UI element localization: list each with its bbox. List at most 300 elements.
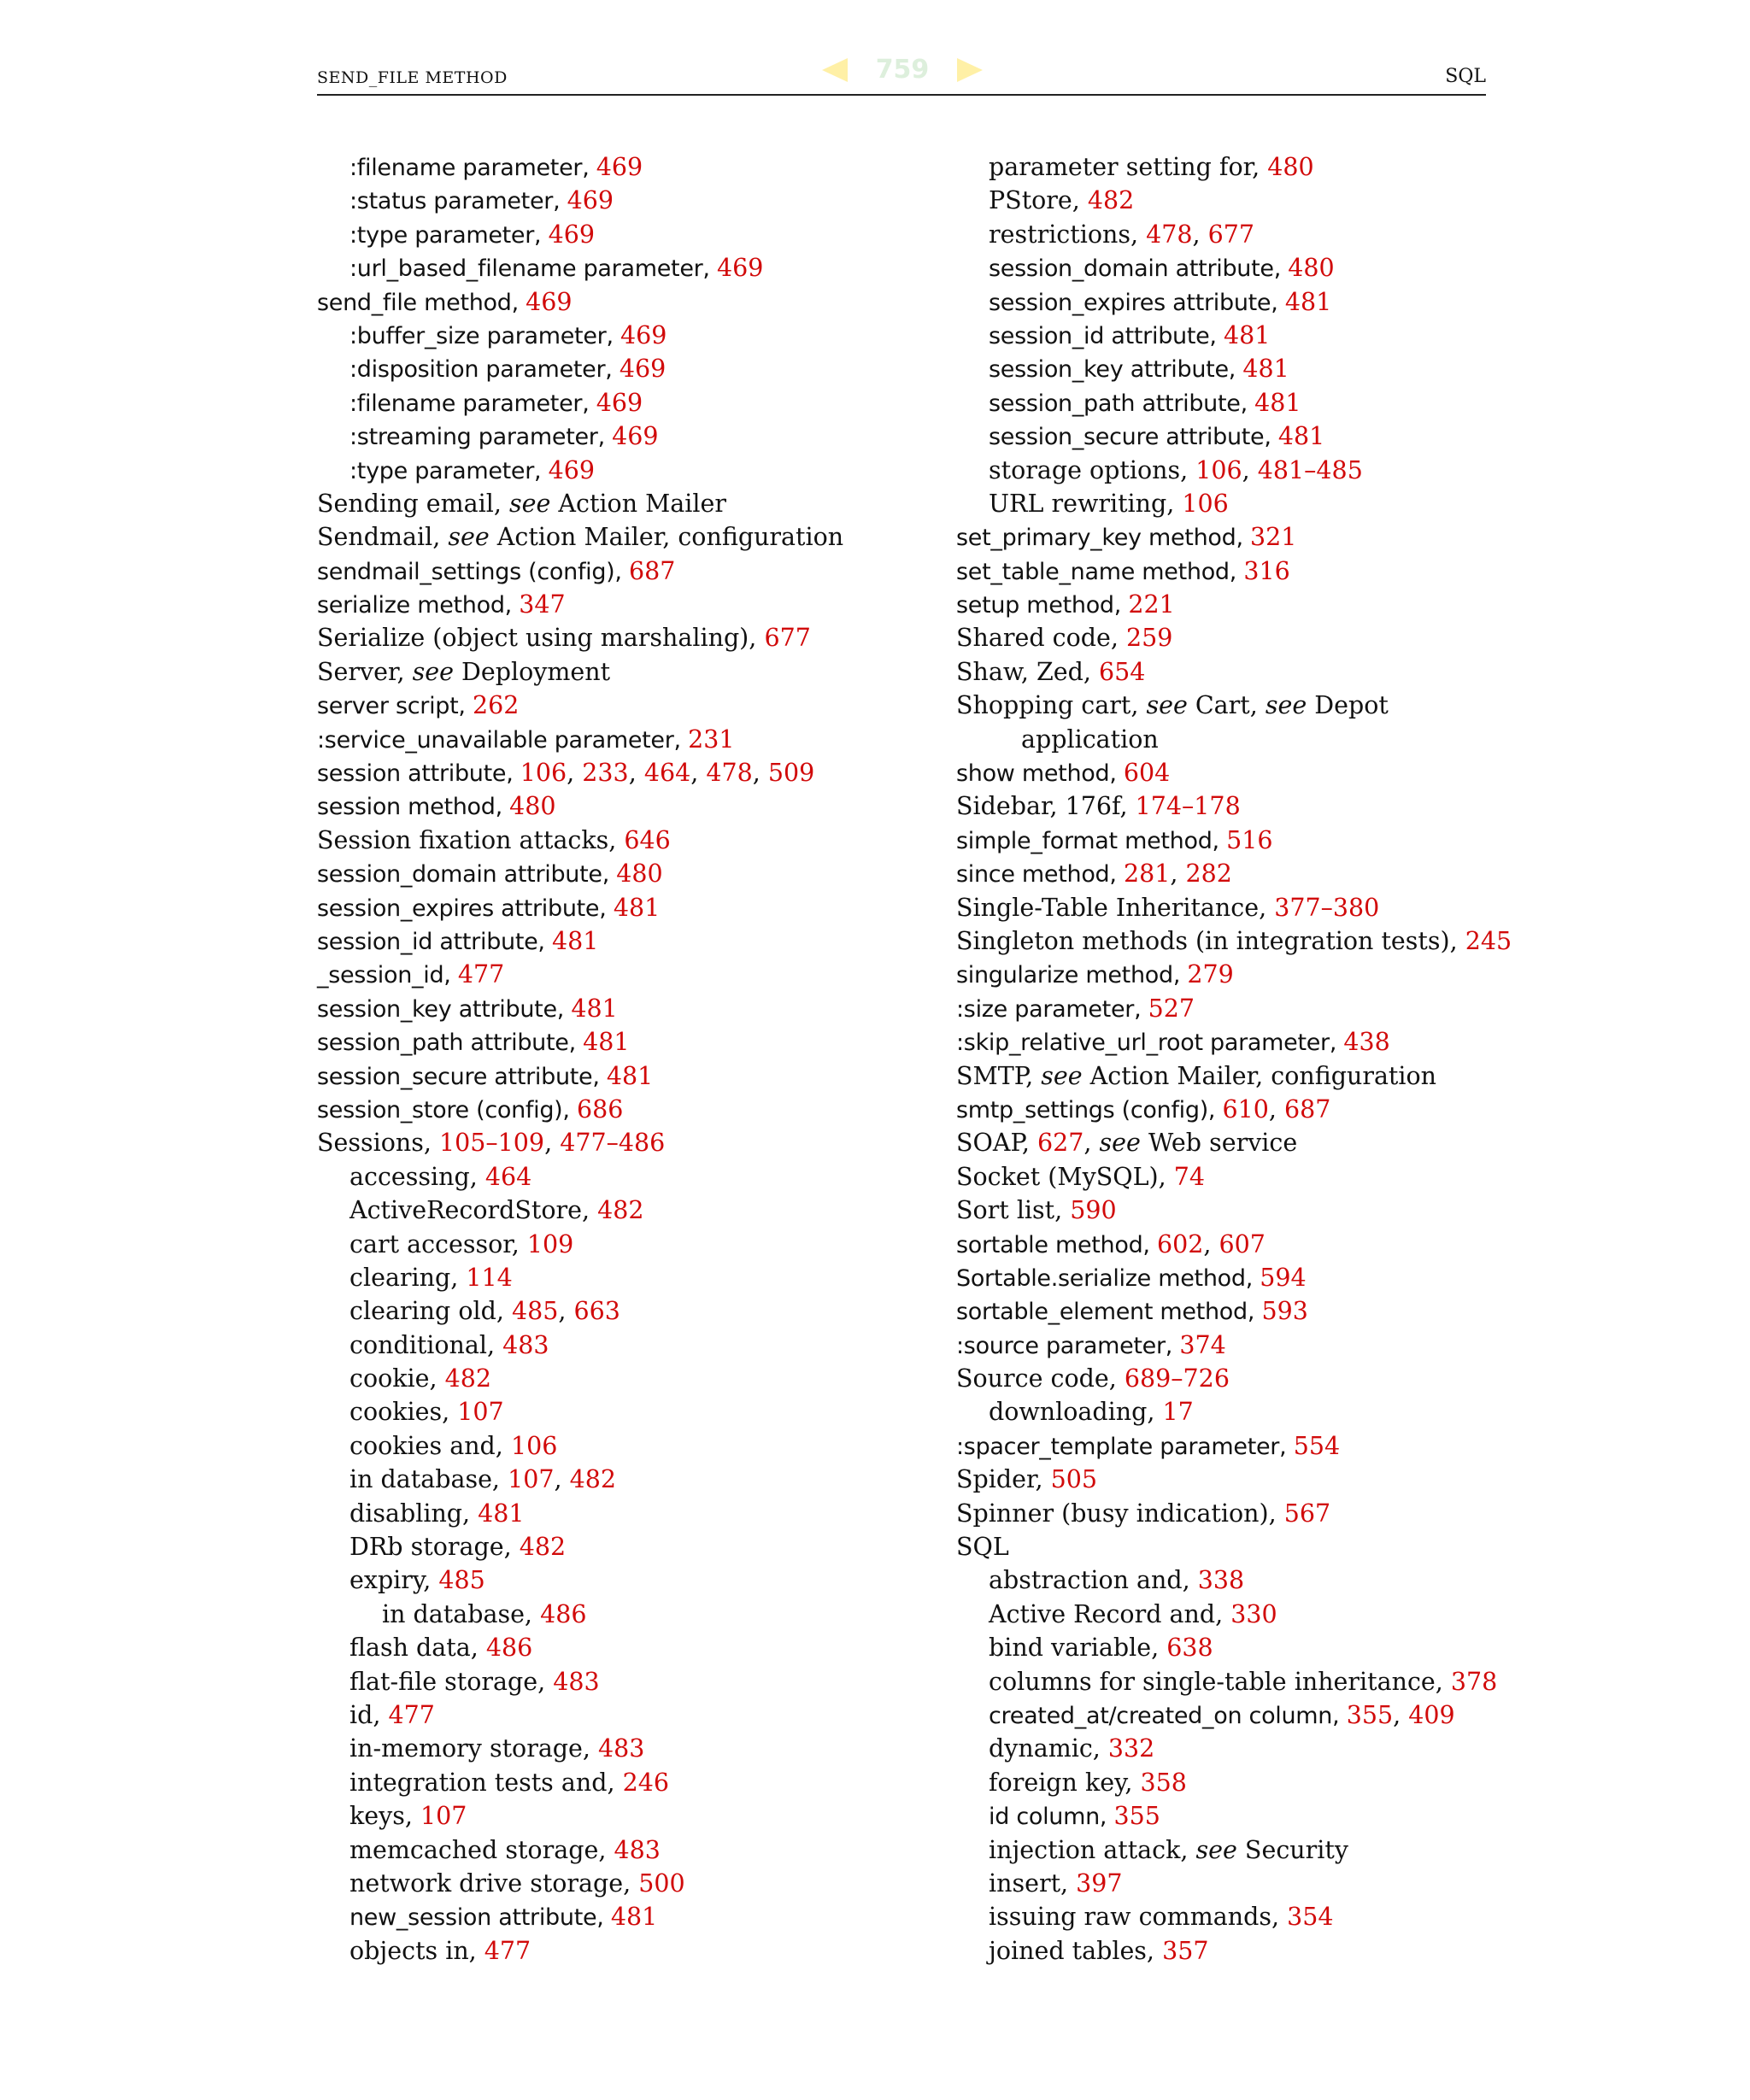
page-reference-link[interactable]: 174–178 [1135,792,1241,821]
page-reference-link[interactable]: 107 [508,1465,555,1494]
page-reference-link[interactable]: 527 [1148,994,1195,1023]
index-term: cookies and, [349,1431,511,1460]
index-term: restrictions, [989,220,1147,249]
page-reference-link[interactable]: 480 [509,792,556,821]
cross-reference-target: Web service [1140,1129,1298,1158]
page-reference-link[interactable]: 482 [519,1533,567,1562]
index-entry [317,1900,932,1933]
index-term: sendmail_settings (config), [317,558,629,585]
index-term: Shaw, Zed, [956,657,1100,686]
index-entry [317,1463,932,1496]
page-reference-link[interactable]: 689–726 [1124,1364,1230,1393]
index-term: session_secure attribute, [317,1063,607,1090]
page-reference-link[interactable]: 677 [1207,220,1255,249]
page-reference-link[interactable]: 281 [1123,859,1171,889]
page-reference-link[interactable]: 481 [1254,388,1301,417]
index-entry [956,1732,1503,1765]
page-separator: , [1268,1094,1285,1123]
index-term: id column, [989,1804,1114,1831]
index-term: session method, [317,794,510,821]
see-reference: see [1041,1061,1083,1090]
page-reference-link[interactable]: 482 [569,1465,616,1494]
index-term: Sortable.serialize method, [956,1264,1260,1292]
page-reference-link[interactable]: 481 [1284,287,1332,316]
page-reference-link[interactable]: 114 [466,1263,513,1292]
index-column-right [956,150,1512,1968]
page-reference-link[interactable]: 627 [1037,1129,1084,1158]
index-entry [956,689,1503,722]
page-reference-link[interactable]: 355 [1346,1700,1394,1729]
index-term: :filename parameter, [349,390,596,417]
page-reference-link[interactable]: 378 [1450,1667,1498,1696]
index-term: Singleton methods (in integration tests), [956,926,1465,955]
index-term: Shopping cart, [956,691,1147,720]
index-term: Sendmail, [317,523,449,552]
page-reference-link[interactable]: 482 [444,1364,492,1393]
index-entry [317,992,932,1025]
index-entry [317,1799,932,1833]
index-entry [317,520,932,554]
index-entry [317,924,932,958]
index-term: downloading, [989,1398,1163,1427]
index-entry [956,789,1503,823]
page-reference-link[interactable]: 107 [420,1802,467,1831]
page-reference-link[interactable]: 509 [767,759,815,788]
index-entry [956,419,1503,453]
page-reference-link[interactable]: 480 [616,859,663,889]
page-reference-link[interactable]: 481 [1224,320,1271,349]
index-entry [317,891,932,924]
page-reference-link[interactable]: 338 [1197,1566,1245,1595]
page-reference-link[interactable]: 646 [624,825,671,854]
page-reference-link[interactable]: 17 [1162,1398,1194,1427]
index-term: smtp_settings (config), [956,1096,1223,1123]
index-entry [317,1598,932,1631]
page-reference-link[interactable]: 478 [706,759,753,788]
index-term: id, [349,1700,389,1729]
index-term: :buffer_size parameter, [349,322,621,349]
page-reference-link[interactable]: 262 [472,691,520,720]
index-entry [317,756,932,789]
index-term: Shared code, [956,624,1127,653]
page-reference-link[interactable]: 279 [1187,960,1234,989]
index-term: session attribute, [317,760,520,788]
page-reference-link[interactable]: 355 [1113,1802,1160,1831]
page-reference-link[interactable]: 593 [1261,1297,1308,1326]
page-reference-link[interactable]: 469 [612,422,659,451]
index-entry [317,1497,932,1530]
page-separator: , [1083,1129,1100,1158]
index-term: bind variable, [989,1634,1167,1663]
page-reference-link[interactable]: 106 [1182,489,1229,518]
page-number: 759 [875,55,930,85]
index-entry [956,756,1503,789]
index-entry [956,992,1503,1025]
index-term: session_path attribute, [989,390,1255,417]
index-term: Sidebar, 176f, [956,792,1136,821]
index-term: Spinner (busy indication), [956,1499,1284,1528]
page-reference-link[interactable]: 469 [596,388,643,417]
page-reference-link[interactable]: 686 [576,1094,624,1123]
see-reference: see [412,657,454,686]
page-reference-link[interactable]: 687 [629,556,676,585]
page-reference-link[interactable]: 590 [1070,1196,1117,1225]
page-reference-link[interactable]: 687 [1284,1094,1331,1123]
index-entry [956,1429,1503,1463]
page-reference-link[interactable]: 607 [1219,1229,1266,1258]
index-term: Sending email, [317,489,509,518]
index-entry [956,1900,1503,1933]
index-term: conditional, [349,1330,503,1359]
index-entry [317,1160,932,1194]
index-entry [956,1059,1503,1093]
index-term: Spider, [956,1465,1051,1494]
index-entry [317,655,932,689]
index-entry [317,1867,932,1900]
index-entry [317,958,932,991]
page-reference-link[interactable]: 469 [548,455,596,484]
page-reference-link[interactable]: 481 [1242,355,1289,384]
index-term: :skip_relative_url_root parameter, [956,1029,1344,1057]
index-entry [317,723,932,756]
page-reference-link[interactable]: 500 [638,1868,685,1898]
index-term: :type parameter, [349,457,549,484]
page-reference-link[interactable]: 485 [511,1297,559,1326]
see-reference: see [1146,691,1188,720]
index-term: session_path attribute, [317,1029,584,1057]
index-term: storage options, [989,455,1196,484]
page-reference-link[interactable]: 654 [1099,657,1146,686]
index-term: since method, [956,861,1124,889]
index-entry [956,319,1503,352]
index-term: server script, [317,693,473,720]
page-separator: , [690,759,707,788]
index-entry [956,958,1503,991]
index-entry [956,1329,1503,1362]
index-term: new_session attribute, [349,1904,611,1932]
page-reference-link[interactable]: 477 [388,1700,435,1729]
index-entry [956,386,1503,419]
page-reference-link[interactable]: 106 [520,759,567,788]
index-term: ActiveRecordStore, [349,1196,598,1225]
page-reference-link[interactable]: 246 [622,1768,669,1797]
page-reference-link[interactable]: 282 [1185,859,1232,889]
index-entry [956,1766,1503,1799]
index-entry [317,1732,932,1765]
page-reference-link[interactable]: 610 [1222,1094,1269,1123]
page-reference-link[interactable]: 231 [688,724,735,754]
index-term: :source parameter, [956,1332,1180,1359]
index-term: abstraction and, [989,1566,1198,1595]
page-reference-link[interactable]: 481 [1277,422,1325,451]
index-term: flat-file storage, [349,1667,554,1696]
index-term: disabling, [349,1499,479,1528]
page-reference-link[interactable]: 332 [1107,1734,1155,1763]
index-entry [317,1194,932,1227]
page-reference-link[interactable]: 505 [1050,1465,1098,1494]
index-entry [956,454,1503,487]
page-reference-link[interactable]: 109 [526,1229,574,1258]
index-term: session_id attribute, [989,322,1224,349]
index-entry [317,1429,932,1463]
index-term: session_expires attribute, [989,289,1285,316]
index-term: issuing raw commands, [989,1903,1288,1932]
index-entry [956,1598,1503,1631]
page-reference-link[interactable]: 105–109 [439,1129,545,1158]
page-reference-link[interactable]: 483 [553,1667,600,1696]
page-reference-link[interactable]: 481 [478,1499,525,1528]
index-entry [956,184,1503,217]
index-entry [317,1934,932,1968]
see-reference: see [509,489,551,518]
page-reference-link[interactable]: 477 [457,960,505,989]
index-entry [956,1563,1503,1597]
cross-reference-target: Depot [1307,691,1389,720]
index-entry [317,1530,932,1563]
page-reference-link[interactable]: 469 [596,153,643,181]
page-separator: , [1203,1229,1219,1258]
page-reference-link[interactable]: 469 [717,254,764,283]
index-entry [317,1665,932,1698]
page-reference-link[interactable]: 106 [510,1431,558,1460]
page-reference-link[interactable]: 481–485 [1257,455,1363,484]
index-term: PStore, [989,186,1088,215]
page-reference-link[interactable]: 245 [1465,926,1512,955]
page-reference-link[interactable]: 106 [1195,455,1242,484]
index-term: SQL [956,1533,1009,1562]
page-reference-link[interactable]: 602 [1157,1229,1204,1258]
page-reference-link[interactable]: 480 [1288,254,1335,283]
page-reference-link[interactable]: 354 [1287,1903,1334,1932]
index-entry [956,251,1503,284]
page-reference-link[interactable]: 677 [764,624,811,653]
index-entry [956,1126,1503,1159]
index-term: :filename parameter, [349,155,596,181]
page-reference-link[interactable]: 357 [1162,1936,1209,1965]
cross-reference-target: Deployment [453,657,611,686]
index-term: :type parameter, [349,221,549,249]
index-entry [956,1294,1503,1328]
index-term: in database, [382,1599,541,1628]
index-term: created_at/created_on column, [989,1702,1347,1729]
index-entry [317,1093,932,1126]
index-term: session_secure attribute, [989,424,1278,451]
index-entry [317,1631,932,1664]
index-entry [956,1093,1503,1126]
index-term: insert, [989,1868,1077,1898]
page-reference-link[interactable]: 233 [582,759,629,788]
page-separator: , [544,1129,561,1158]
page-reference-link[interactable]: 409 [1408,1700,1455,1729]
page-reference-link[interactable]: 486 [485,1634,533,1663]
index-entry [317,1126,932,1159]
index-term: Server, [317,657,413,686]
index-entry [956,1463,1503,1496]
index-entry [956,1194,1503,1227]
page-reference-link[interactable]: 483 [598,1734,645,1763]
index-entry [956,1799,1503,1833]
index-term: application [1021,724,1159,754]
index-term: cookie, [349,1364,445,1393]
next-page-arrow-icon[interactable] [957,58,983,82]
page-reference-link[interactable]: 482 [597,1196,644,1225]
index-entry [956,1665,1503,1698]
index-term: in-memory storage, [349,1734,599,1763]
index-column-left [317,150,932,1968]
page-reference-link[interactable]: 469 [548,220,596,249]
page-reference-link[interactable]: 481 [606,1061,654,1090]
page-separator: , [1242,455,1258,484]
page-reference-link[interactable]: 464 [643,759,691,788]
page-separator: , [567,759,583,788]
index-term: Session fixation attacks, [317,825,625,854]
page-reference-link[interactable]: 483 [502,1330,549,1359]
page-reference-link[interactable]: 516 [1226,825,1273,854]
page-reference-link[interactable]: 377–380 [1274,893,1380,922]
page-separator: , [1192,220,1208,249]
index-entry [317,621,932,654]
page-reference-link[interactable]: 478 [1146,220,1193,249]
cross-reference-target: Security [1236,1835,1348,1864]
index-entry [956,655,1503,689]
index-entry [317,386,932,419]
index-entry [956,1395,1503,1428]
page-reference-link[interactable]: 477–486 [560,1129,666,1158]
index-entry [317,1294,932,1328]
index-entry [317,789,932,823]
header-left-term: SEND_FILE METHOD [317,68,508,87]
page-reference-link[interactable]: 438 [1343,1028,1390,1057]
cross-reference-target: Cart, [1187,691,1266,720]
page-reference-link[interactable]: 221 [1128,590,1175,619]
index-term: session_key attribute, [989,356,1243,384]
index-term: session_id attribute, [317,928,553,955]
page-separator: , [1170,859,1186,889]
page-reference-link[interactable]: 481 [571,994,618,1023]
page-reference-link[interactable]: 469 [567,186,614,215]
index-entry [317,150,932,184]
index-term: _session_id, [317,962,458,989]
page-reference-link[interactable]: 481 [613,893,661,922]
index-entry [956,1160,1503,1194]
index-term: show method, [956,760,1124,788]
page-navigation [822,50,983,92]
page-reference-link[interactable]: 397 [1076,1868,1123,1898]
index-term: setup method, [956,592,1129,619]
index-entry [317,487,932,520]
index-term: :size parameter, [956,995,1148,1023]
index-entry [956,554,1503,588]
index-term: set_table_name method, [956,558,1244,585]
page-reference-link[interactable]: 604 [1123,759,1171,788]
page-reference-link[interactable]: 481 [610,1903,658,1932]
page-reference-link[interactable]: 482 [1087,186,1135,215]
page-reference-link[interactable]: 469 [619,355,667,384]
page-reference-link[interactable]: 374 [1179,1330,1226,1359]
index-entry [317,319,932,352]
cross-reference-target: Action Mailer, configuration [489,523,844,552]
page-reference-link[interactable]: 638 [1166,1634,1213,1663]
index-entry [956,857,1503,890]
index-term: Source code, [956,1364,1125,1393]
page-reference-link[interactable]: 485 [438,1566,485,1595]
index-entry [956,1497,1503,1530]
page-separator: , [1393,1700,1409,1729]
page-reference-link[interactable]: 486 [540,1599,587,1628]
index-term: columns for single-table inheritance, [989,1667,1451,1696]
index-entry [317,251,932,284]
cross-reference-target: Action Mailer, configuration [1082,1061,1437,1090]
index-term: cookies, [349,1398,458,1427]
index-entry [956,218,1503,251]
page-reference-link[interactable]: 259 [1126,624,1173,653]
index-term: session_expires attribute, [317,895,614,922]
index-term: Single-Table Inheritance, [956,893,1275,922]
index-term: sortable_element method, [956,1299,1262,1326]
page-reference-link[interactable]: 481 [552,926,599,955]
page-reference-link[interactable]: 594 [1260,1263,1307,1292]
index-term: serialize method, [317,592,520,619]
index-term: flash data, [349,1634,486,1663]
index-term: send_file method, [317,289,526,316]
index-entry [956,1261,1503,1294]
index-entry [317,1766,932,1799]
index-entry [956,1934,1503,1968]
previous-page-arrow-icon[interactable] [822,58,848,82]
index-term: SMTP, [956,1061,1042,1090]
index-term: objects in, [349,1936,484,1965]
page-reference-link[interactable]: 480 [1267,153,1314,181]
index-term: :streaming parameter, [349,424,613,451]
page-reference-link[interactable]: 567 [1283,1499,1331,1528]
page-reference-link[interactable]: 358 [1140,1768,1187,1797]
index-term: integration tests and, [349,1768,623,1797]
page-reference-link[interactable]: 74 [1173,1162,1206,1191]
page-reference-link[interactable]: 469 [526,287,573,316]
page-reference-link[interactable]: 316 [1243,556,1290,585]
index-term: SOAP, [956,1129,1037,1158]
index-term: Serialize (object using marshaling), [317,624,765,653]
page-reference-link[interactable]: 107 [457,1398,504,1427]
page-reference-link[interactable]: 347 [519,590,566,619]
page-reference-link[interactable]: 330 [1230,1599,1277,1628]
index-term: network drive storage, [349,1868,639,1898]
page-reference-link[interactable]: 477 [484,1936,531,1965]
page-reference-link[interactable]: 469 [620,320,667,349]
page-reference-link[interactable]: 554 [1293,1431,1341,1460]
see-reference: see [1195,1835,1237,1864]
index-entry [317,352,932,385]
index-entry [317,1059,932,1093]
index-entry [317,1395,932,1428]
index-entry [317,1362,932,1395]
index-term: clearing old, [349,1297,512,1326]
page-reference-link[interactable]: 663 [573,1297,620,1326]
index-term: clearing, [349,1263,467,1292]
index-entry [317,857,932,890]
index-term: :disposition parameter, [349,356,620,384]
index-entry [956,1698,1503,1732]
index-term: sortable method, [956,1231,1157,1258]
index-entry [956,487,1503,520]
index-term: :url_based_filename parameter, [349,255,717,283]
index-entry [956,924,1512,958]
page-reference-link[interactable]: 481 [583,1028,630,1057]
page-reference-link[interactable]: 321 [1250,523,1297,552]
index-term: Socket (MySQL), [956,1162,1174,1191]
page-reference-link[interactable]: 464 [484,1162,532,1191]
page-reference-link[interactable]: 483 [614,1835,661,1864]
